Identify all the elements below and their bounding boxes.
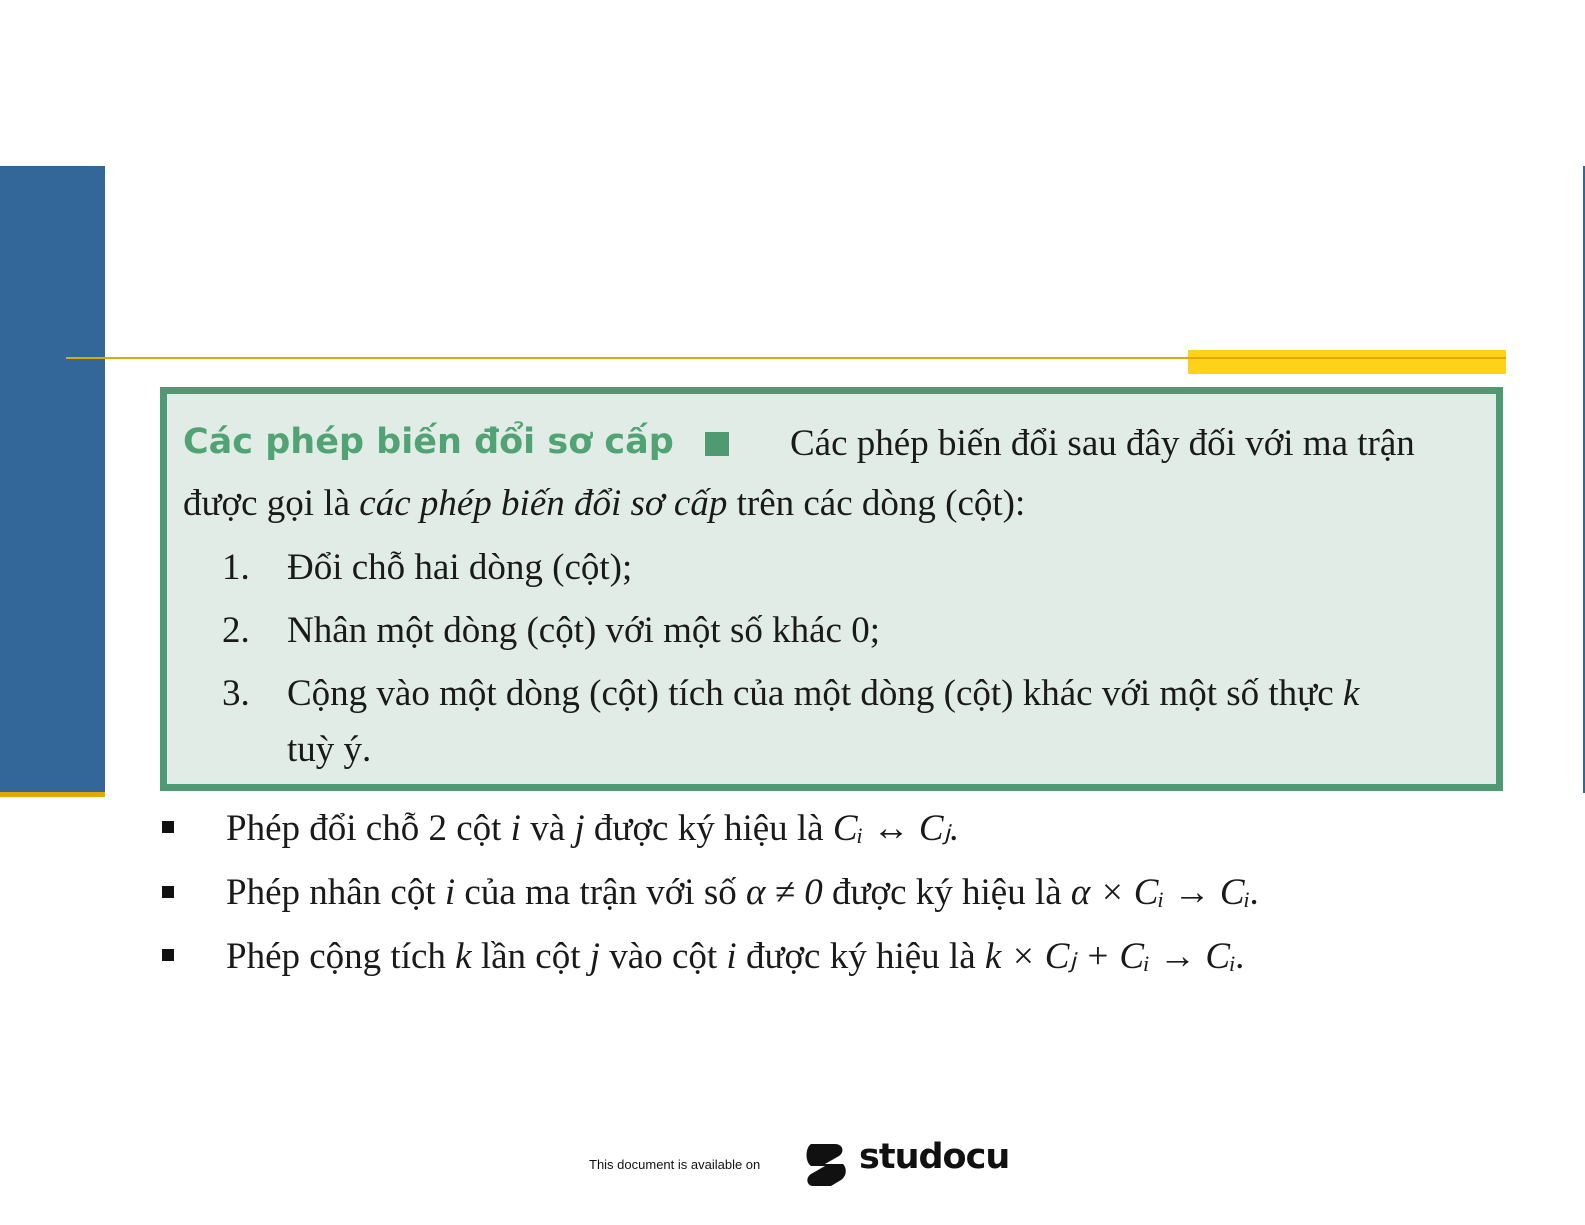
- definition-title-line: [183, 420, 674, 463]
- definition-title: Các phép biến đổi sơ cấp: [183, 422, 674, 462]
- bullet-square-icon: [162, 949, 174, 961]
- definition-term: các phép biến đổi sơ cấp: [359, 483, 728, 524]
- header-accent-line: [1188, 357, 1506, 359]
- math-variable: k: [1342, 673, 1360, 714]
- definition-intro-line1: Các phép biến đổi sau đây đối với ma trận: [790, 423, 1415, 464]
- bullet-square-icon: [162, 821, 174, 833]
- notation-line: Phép cộng tích k lần cột j vào cột i được ký hiệu là k × Cⱼ + Cᵢ → Cᵢ.: [226, 936, 1246, 977]
- list-item-text: Nhân một dòng (cột) với một số khác 0;: [287, 610, 880, 651]
- bullet-square-icon: [162, 886, 174, 898]
- notation-line: Phép nhân cột i của ma trận với số α ≠ 0 được ký hiệu là α × Cᵢ → Cᵢ.: [226, 872, 1260, 913]
- notation-line: Phép đổi chỗ 2 cột i và j được ký hiệu là Cᵢ ↔ Cⱼ.: [226, 808, 960, 849]
- list-item-number: 2.: [222, 610, 250, 651]
- definition-intro-line2: được gọi là các phép biến đổi sơ cấp trên các dòng (cột):: [183, 483, 1026, 524]
- formula: k × Cⱼ + Cᵢ → Cᵢ.: [984, 936, 1246, 977]
- formula: Cᵢ ↔ Cⱼ.: [832, 808, 960, 849]
- studocu-logo-icon[interactable]: [805, 1140, 849, 1188]
- definition-square-icon: [705, 432, 729, 456]
- formula: α × Cᵢ → Cᵢ.: [1070, 872, 1260, 913]
- list-item-number: 3.: [222, 673, 250, 714]
- left-accent-underline: [0, 792, 105, 797]
- footer-availability-text: This document is available on: [589, 1157, 761, 1172]
- list-item-text: Cộng vào một dòng (cột) tích của một dòng (cột) khác với một số thực k: [287, 673, 1360, 714]
- studocu-brand[interactable]: studocu: [859, 1137, 1010, 1177]
- left-accent-bar: [0, 166, 105, 793]
- list-item-number: 1.: [222, 547, 250, 588]
- list-item-text-continued: tuỳ ý.: [287, 729, 372, 770]
- list-item-text: Đổi chỗ hai dòng (cột);: [287, 547, 633, 588]
- header-accent-block: [1188, 350, 1506, 374]
